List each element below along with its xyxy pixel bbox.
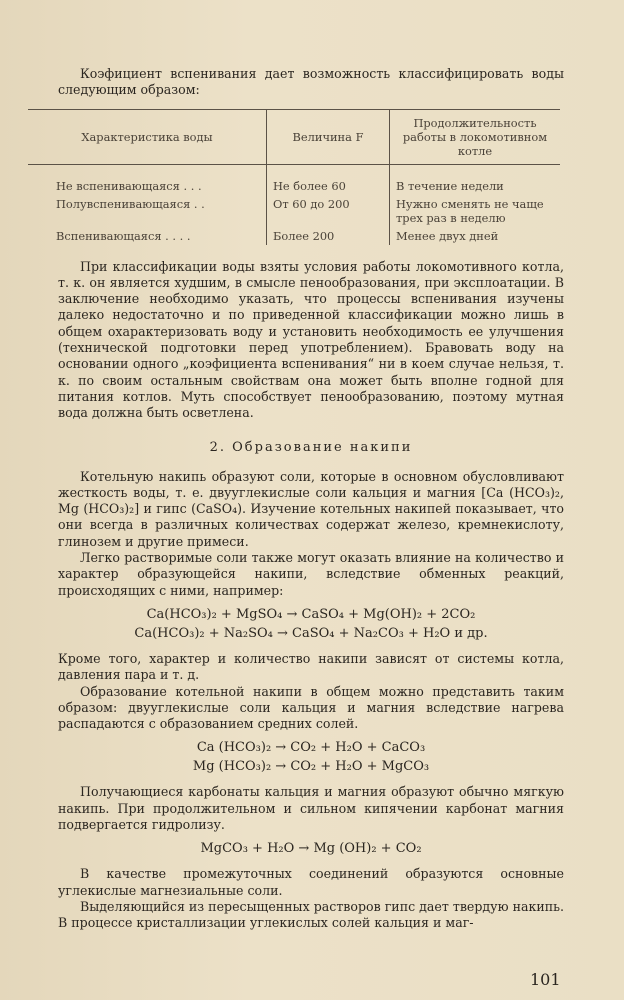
section-heading: 2. Образование накипи <box>209 439 413 455</box>
paragraph-soluble-salts: Легко растворимые соли также могут оказать влияние на количество и характер образующейся накипи, вследствие обменных реакций, происходящих с ними, например: <box>58 550 564 598</box>
table-cell: В течение недели <box>396 178 504 193</box>
paragraph-intermediate: В качестве промежуточных соединений образуются основные углекислые магнезиальные соли. <box>58 866 564 898</box>
page-number: 101 <box>530 970 561 989</box>
intro-paragraph: Коэфициент вспенивания дает возможность классифицировать воды следующим образом: <box>58 66 564 98</box>
paragraph-scale-salts: Котельную накипь образуют соли, которые в основном обусловливают жесткость воды, т. е. двууглекислые соли кальция и магния [Ca (HCO₃)₂, Mg (HCO₃)₂] и гипс (CaSO₄). Изучение котельных накипей показывает, что они всегда в различных количествах содержат железо, кремнекислоту, глинозем и другие примеси. <box>58 468 564 549</box>
table-header-row <box>28 109 560 164</box>
formula-block-decomposition <box>58 738 564 776</box>
paragraph-classification: При классификации воды взяты условия работы локомотивного котла, т. к. он является худшим, в смысле пенообразования, при эксплоатации. В заключение необходимо указать, что процессы вспенивания изучены далеко недостаточно и по приведенной классификации можно лишь в общем охарактеризовать воду и установить необходимость ее улучшения (технической подготовки перед употреблением). Бравовать воду на основании одного „коэфициента вспенивания“ ни в коем случае нельзя, т. к. по своим остальным свойствам она может быть вполне годной для питания котлов. Муть способствует пенообразованию, поэтому мутная вода должна быть осветлена. <box>58 258 564 421</box>
table-header-duration: Продолжительность работы в локомотивном котле <box>390 109 561 164</box>
formula-line: Ca(HCO₃)₂ + Na₂SO₄ → CaSO₄ + Na₂CO₃ + H₂O и др. <box>134 625 488 641</box>
formula-line: MgCO₃ + H₂O → Mg (OH)₂ + CO₂ <box>200 841 422 857</box>
formula-line: Ca (HCO₃)₂ → CO₂ + H₂O + CaCO₃ <box>196 740 426 756</box>
table-cell: От 60 до 200 <box>267 195 390 227</box>
table-row <box>28 227 560 245</box>
table-cell: Не вспенивающаяся . . . <box>28 164 267 195</box>
table-header-value: Величина F <box>267 109 390 164</box>
table-cell: Полувспенивающаяся . . <box>28 195 267 227</box>
formula-line: Mg (HCO₃)₂ → CO₂ + H₂O + MgCO₃ <box>192 759 430 775</box>
paragraph-carbonates: Получающиеся карбонаты кальция и магния образуют обычно мягкую накипь. При продолжительном и сильном кипячении карбонат магния подвергается гидролизу. <box>58 784 564 833</box>
formula-block-exchange <box>58 605 564 643</box>
table-cell: Менее двух дней <box>396 228 499 243</box>
table-row <box>28 195 560 227</box>
formula-block-hydrolysis <box>58 839 564 858</box>
table-cell: Вспенивающаяся . . . . <box>28 227 267 245</box>
table-cell: Более 200 <box>267 227 390 245</box>
table-cell: Нужно сменять не чаще трех раз в неделю <box>396 196 544 225</box>
paragraph-gypsum: Выделяющийся из пересыщенных растворов гипс дает твердую накипь. В процессе кристаллизации углекислых солей кальция и маг- <box>58 898 564 931</box>
paragraph-scale-formation: Образование котельной накипи в общем можно представить таким образом: двууглекислые соли кальция и магния вследствие нагрева распадаются с образованием средних солей. <box>58 683 564 732</box>
table-row <box>28 164 560 195</box>
formula-line: Ca(HCO₃)₂ + MgSO₄ → CaSO₄ + Mg(OH)₂ + 2CO₂ <box>146 606 476 622</box>
paragraph-boiler-system: Кроме того, характер и количество накипи зависят от системы котла, давления пара и т. д. <box>58 650 564 683</box>
table-cell: Не более 60 <box>267 164 390 195</box>
water-classification-table <box>28 109 560 245</box>
table-header-characteristic: Характеристика воды <box>28 109 267 164</box>
